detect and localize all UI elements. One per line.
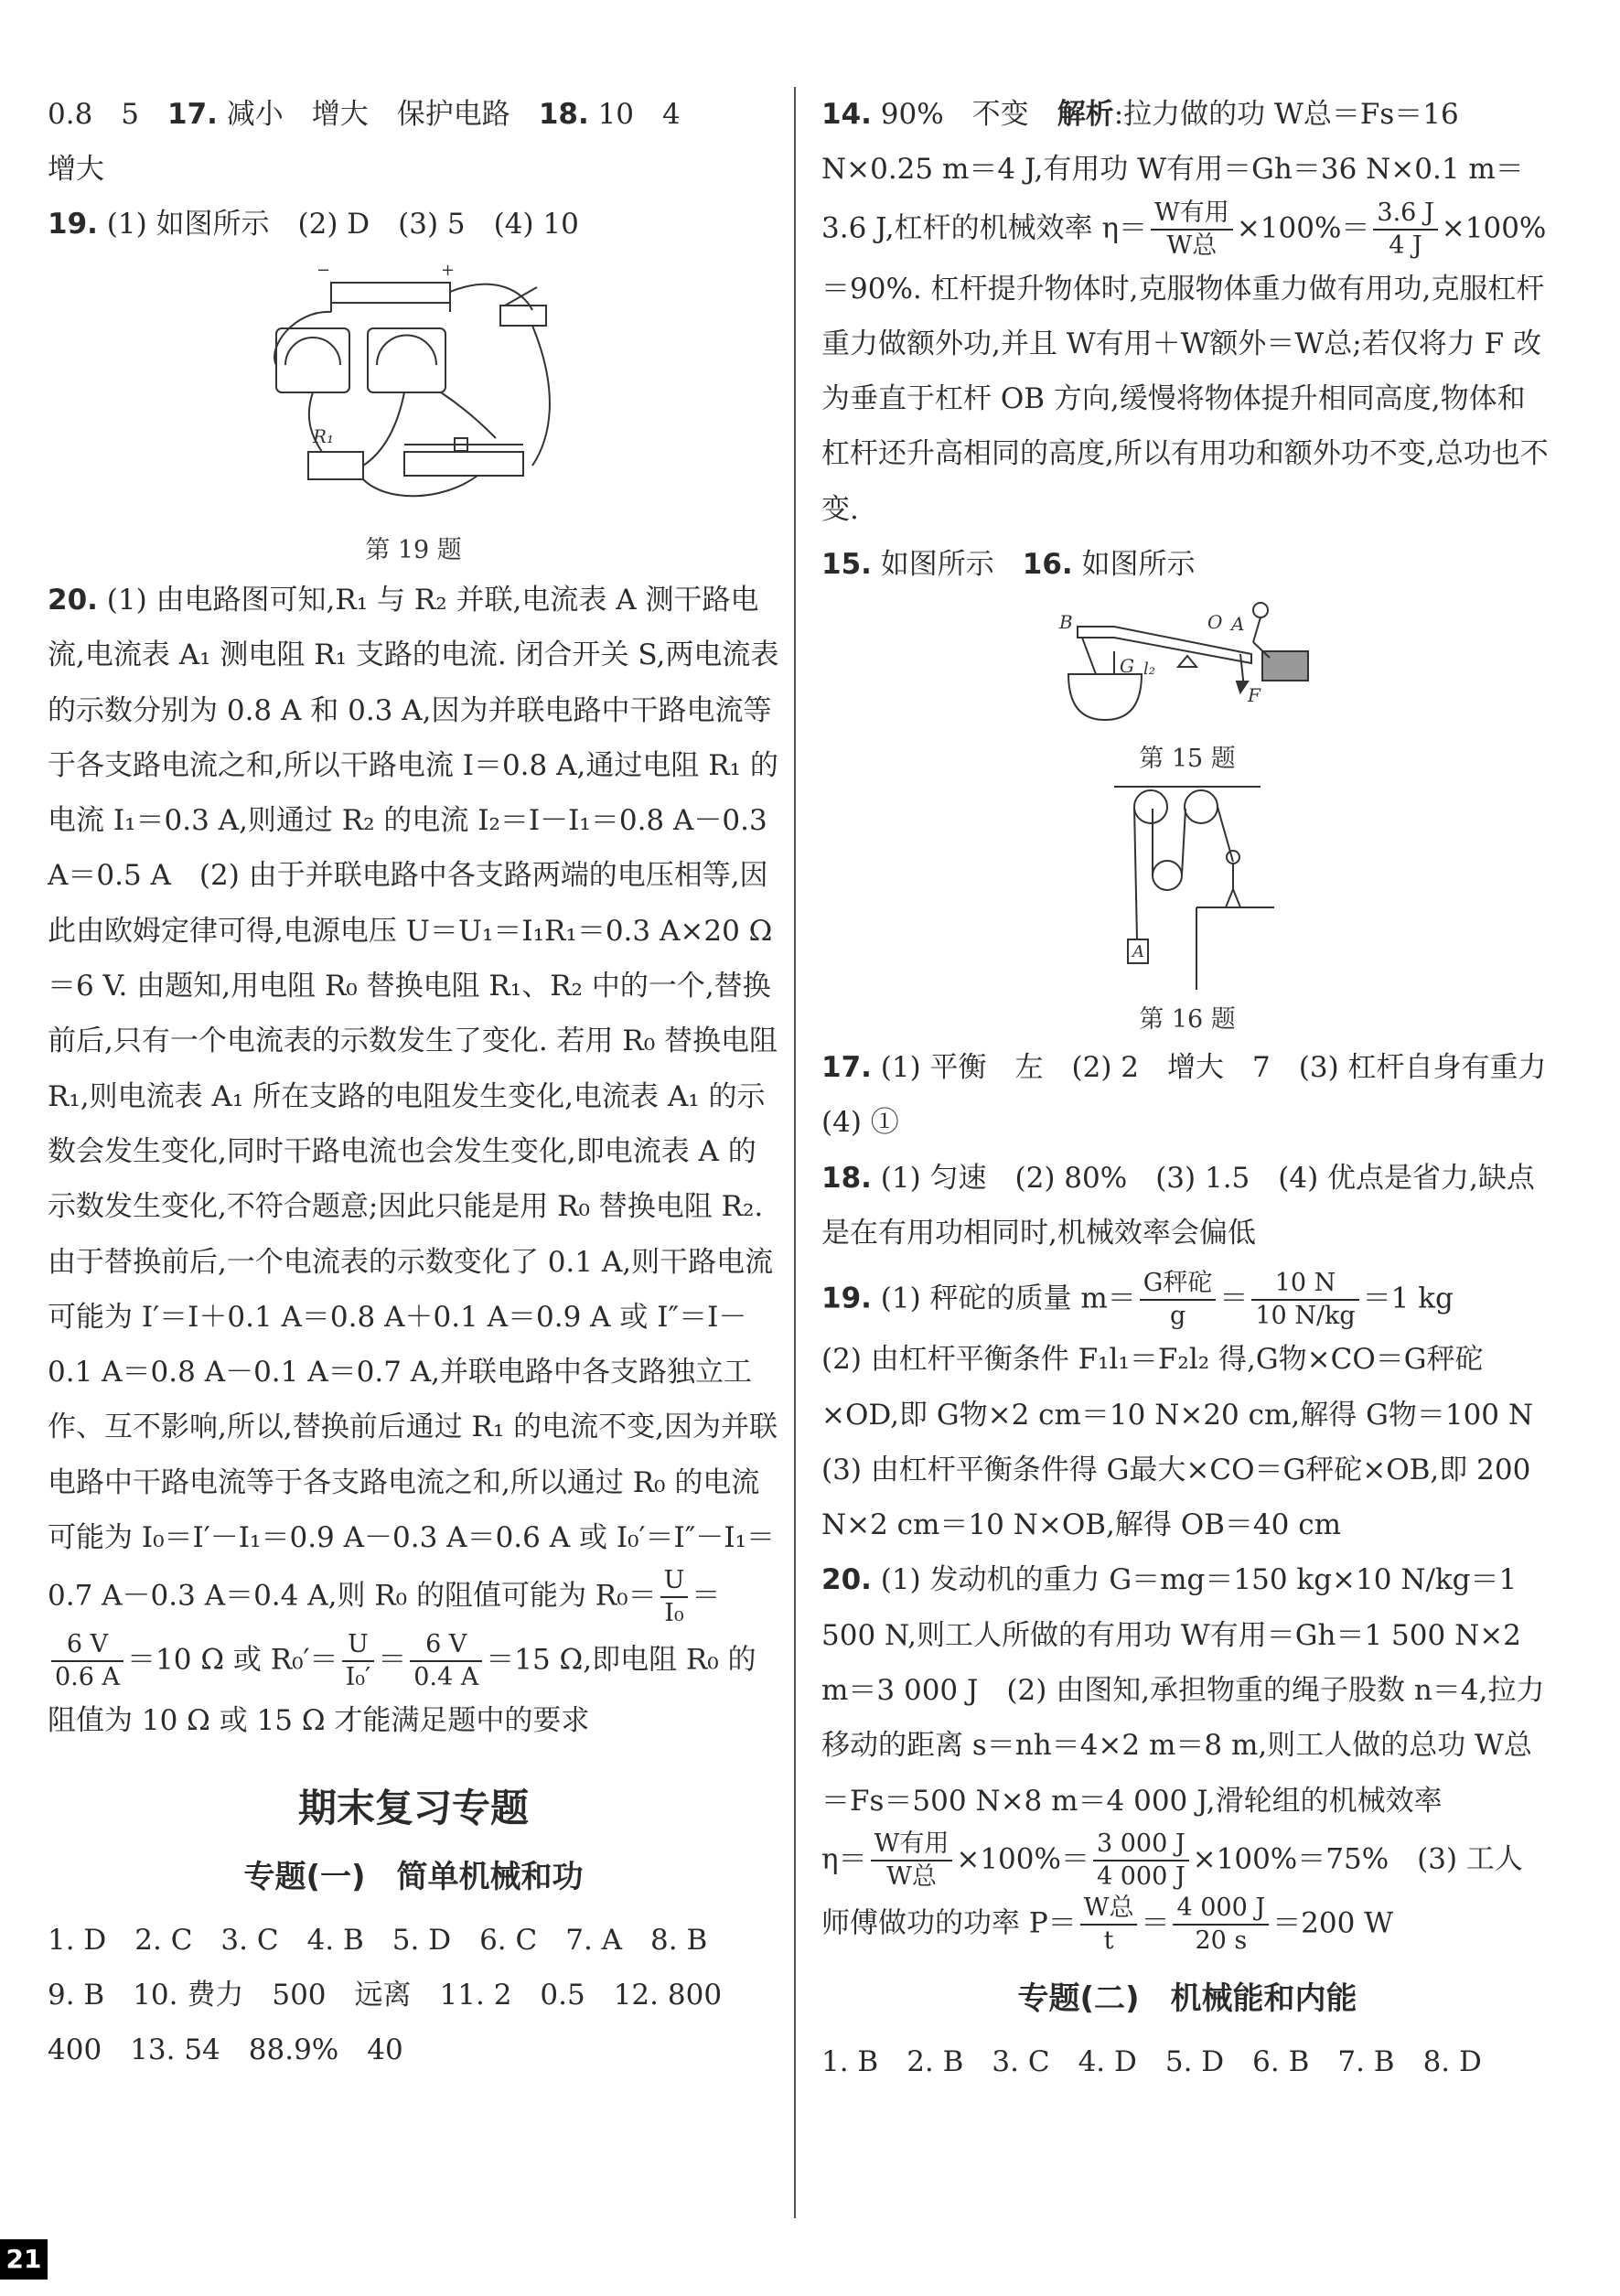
column-divider bbox=[794, 87, 796, 2218]
svg-text:−: − bbox=[316, 261, 331, 280]
label-o: O bbox=[1207, 611, 1223, 634]
answer-row: 1. B 2. B 3. C 4. D 5. D 6. B 7. B 8. D bbox=[821, 2044, 1482, 2078]
answer-row: 9. B 10. 费力 500 远离 11. 2 0.5 12. 800 bbox=[48, 1978, 723, 2012]
label-f: F bbox=[1248, 684, 1261, 707]
lever-bar bbox=[1078, 627, 1251, 663]
fixed-pulley bbox=[1185, 790, 1218, 823]
wire bbox=[532, 326, 550, 466]
question-19-rest: (2) 由杠杆平衡条件 F₁l₁＝F₂l₂ 得,G物×CO＝G秤砣×OD,即 G物×2 cm＝10 N×20 cm,解得 G物＝100 N (3) 由杠杆平衡条件得 G最大×CO＝G秤砣×OB,即 200 N×2 cm＝10 N×OB,解得 OB＝40 cm bbox=[821, 1343, 1561, 1542]
fraction: $\frac{10 N}{10 N/kg}$ bbox=[1251, 1268, 1358, 1332]
question-15-16: 15. 如图所示 16. 如图所示 bbox=[821, 548, 1196, 582]
question-20: 20. (1) 发动机的重力 G＝mg＝150 kg×10 N/kg＝1 500 N,则工人所做的有用功 W有用＝Gh＝1 500 N×2 m＝3 000 J (2) 由图知,承担物重的绳子股数 n＝4,拉力移动的距离 s＝nh＝4×2 m＝8 m,则工人做的总功 W总＝Fs＝500 N×8 m＝4 000 J,滑轮组的机械效率 η＝ $\frac{\text{W有用}}{\text{W总}}$ ×100%＝ $\frac{3 000 J}{4 000 J}$ ×100%＝75% (3) 工人 师傅做功的功率 P＝ $\frac{\text{W总}}{t}$ ＝ $\frac{4 000 J}{20 s}$ ＝200 W bbox=[821, 1563, 1545, 1955]
left-column bbox=[48, 87, 779, 2077]
figure-19 bbox=[48, 255, 779, 530]
answer-line: 增大 bbox=[48, 153, 104, 186]
question-19: 19. (1) 如图所示 (2) D (3) 5 (4) 10 bbox=[48, 208, 579, 241]
answer-row: 400 13. 54 88.9% 40 bbox=[48, 2033, 403, 2066]
figure-16 bbox=[821, 779, 1553, 999]
fraction: $\frac{\text{W总}}{t}$ bbox=[1080, 1893, 1138, 1957]
question-14: 14. 90% 不变 解析:拉力做的功 W总＝Fs＝16 N×0.25 m＝4 J,有用功 W有用＝Gh＝36 N×0.1 m＝3.6 J,杠杆的机械效率 η＝ $\frac{\text{W有用}}{\text{W总}}$ ×100%＝ $\frac{3.6 J}{4 J}$ ×100%＝90%. 杠杆提升物体时,克服物体重力做有用功,克服杠杆重力做额外功,并且 W有用＋W额外＝W总;若仅将力 F 改为垂直于杠杆 OB 方向,缓慢将物体提升相同高度,物体和杠杆还升高相同的高度,所以有用功和额外功不变,总功也不变. bbox=[821, 98, 1549, 526]
person-head bbox=[1253, 603, 1268, 617]
rheostat bbox=[404, 452, 523, 476]
pulley-diagram bbox=[1096, 779, 1279, 999]
label-a: A bbox=[1132, 942, 1144, 962]
wire bbox=[363, 476, 477, 496]
fraction: $\frac{3 000 J}{4 000 J}$ bbox=[1093, 1829, 1189, 1893]
figure-15-caption: 第 15 题 bbox=[1139, 745, 1236, 774]
label-g: G bbox=[1120, 655, 1134, 678]
ammeter-a bbox=[368, 328, 445, 392]
figure-19-caption: 第 19 题 bbox=[365, 536, 462, 564]
svg-text:+: + bbox=[441, 261, 456, 280]
r1-label: R₁ bbox=[313, 425, 335, 447]
answer-line: 0.8 5 17. 减小 增大 保护电路 18. 10 4 bbox=[48, 98, 681, 131]
topic-1-title: 专题(一) 简单机械和功 bbox=[243, 1858, 584, 1895]
fraction: $\frac{\text{G秤砣}}{g}$ bbox=[1140, 1268, 1217, 1332]
label-b: B bbox=[1059, 611, 1073, 634]
topic-2-title: 专题(二) 机械能和内能 bbox=[1017, 1979, 1357, 2017]
label-a: A bbox=[1231, 613, 1245, 636]
switch-base bbox=[500, 306, 546, 326]
answer-row: 1. D 2. C 3. C 4. B 5. D 6. C 7. A 8. B bbox=[48, 1923, 708, 1957]
label-l2: l₂ bbox=[1143, 660, 1155, 680]
box bbox=[1262, 651, 1308, 681]
question-20: 20. (1) 由电路图可知,R₁ 与 R₂ 并联,电流表 A 测干路电流,电流表 A₁ 测电阻 R₁ 支路的电流. 闭合开关 S,两电流表的示数分别为 0.8 A 和 0.3 A,因为并联电路中干路电流等于各支路电流之和,所以干路电流 I＝0.8 A,通过电阻 R₁ 的电流 I₁＝0.3 A,则通过 R₂ 的电流 I₂＝I－I₁＝0.8 A－0.3 A＝0.5 A (2) 由于并联电路中各支路两端的电压相等,因此由欧姆定律可得,电源电压 U＝U₁＝I₁R₁＝0.3 A×20 Ω＝6 V. 由题知,用电阻 R₀ 替换电阻 R₁、R₂ 中的一个,替换前后,只有一个电流表的示数发生了变化. 若用 R₀ 替换电阻 R₁,则电流表 A₁ 所在支路的电阻发生变化,电流表 A₁ 的示数会发生变化,同时干路电流也会发生变化,即电流表 A 的示数发生变化,不符合题意;因此只能是用 R₀ 替换电阻 R₂. 由于替换前后,一个电流表的示数变化了 0.1 A,则干路电流可能为 I′＝I＋0.1 A＝0.8 A＋0.1 A＝0.9 A 或 I″＝I－0.1 A＝0.8 A－0.1 A＝0.7 A,并联电路中各支路独立工作、互不影响,所以,替换前后通过 R₁ 的电流不变,因为并联电路中干路电流等于各支路电流之和,所以通过 R₀ 的电流可能为 I₀＝I′－I₁＝0.9 A－0.3 A＝0.6 A 或 I₀′＝I″－I₁＝0.7 A－0.3 A＝0.4 A,则 R₀ 的阻值可能为 R₀＝ $\frac{U}{\text{I₀}}$ ＝ $\frac{6 V}{0.6 A}$ ＝10 Ω 或 R₀′＝ $\frac{U}{\text{I₀′}}$ ＝ $\frac{6 V}{0.4 A}$ ＝15 Ω,即电阻 R₀ 的阻值为 10 Ω 或 15 Ω 才能满足题中的要求 bbox=[48, 584, 779, 1738]
fraction: $\frac{3.6 J}{4 J}$ bbox=[1373, 198, 1437, 262]
page-number: 21 bbox=[0, 2239, 48, 2280]
question-18: 18. (1) 匀速 (2) 80% (3) 1.5 (4) 优点是省力,缺点是在有用功相同时,机械效率会偏低 bbox=[821, 1161, 1535, 1250]
fraction: $\frac{6 V}{0.6 A}$ bbox=[51, 1629, 123, 1693]
fraction: $\frac{4 000 J}{20 s}$ bbox=[1173, 1893, 1269, 1957]
fraction: $\frac{U}{\text{I₀}}$ bbox=[660, 1565, 689, 1629]
wire bbox=[441, 392, 496, 438]
fraction: $\frac{U}{\text{I₀′}}$ bbox=[342, 1629, 375, 1693]
figure-16-caption: 第 16 题 bbox=[1139, 1005, 1236, 1035]
question-19: 19. (1) 秤砣的质量 m＝ $\frac{\text{G秤砣}}{g}$ ＝ $\frac{10 N}{10 N/kg}$ ＝1 kg bbox=[821, 1269, 1454, 1331]
bowl bbox=[1068, 674, 1142, 720]
right-column bbox=[821, 87, 1575, 2089]
battery bbox=[331, 283, 450, 303]
pivot bbox=[1178, 656, 1196, 667]
question-17: 17. (1) 平衡 左 (2) 2 增大 7 (3) 杠杆自身有重力 (4) ① bbox=[821, 1051, 1575, 1140]
figure-15 bbox=[821, 601, 1553, 738]
circuit-diagram bbox=[258, 255, 569, 520]
fixed-pulley bbox=[1134, 790, 1167, 823]
lever-diagram bbox=[1041, 601, 1334, 738]
movable-pulley bbox=[1153, 861, 1182, 890]
wire bbox=[363, 392, 404, 466]
resistor-r1 bbox=[308, 452, 363, 479]
fraction: $\frac{6 V}{0.4 A}$ bbox=[410, 1629, 482, 1693]
fraction: $\frac{\text{W有用}}{\text{W总}}$ bbox=[871, 1829, 953, 1893]
fraction: $\frac{\text{W有用}}{\text{W总}}$ bbox=[1151, 198, 1233, 262]
section-title: 期末复习专题 bbox=[297, 1785, 529, 1830]
